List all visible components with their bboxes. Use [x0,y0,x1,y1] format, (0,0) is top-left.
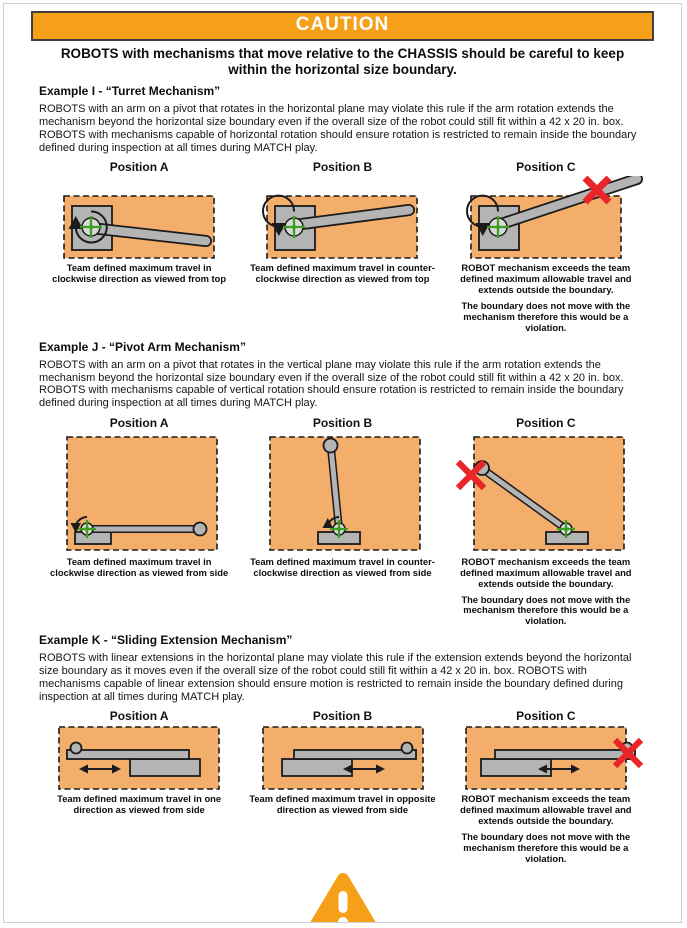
diagram-sliding-position-c [441,725,651,791]
manual-page [3,3,682,923]
position-caption: ROBOT mechanism exceeds the team defined maximum allowable travel and extends outside the boundary. [460,555,632,589]
arm-end-roller [324,438,338,452]
plate-end-knob [71,743,82,754]
position-caption: ROBOT mechanism exceeds the team defined maximum allowable travel and extends outside the boundary. [460,793,632,827]
diagram-pivot-arm-position-b [242,432,442,554]
example-heading: Example K - “Sliding Extension Mechanism” [39,633,293,648]
robot-base [130,759,200,776]
position-caption: Team defined maximum travel in one direction as viewed from side [57,793,222,816]
position-label: Position C [516,415,576,430]
position-label: Position B [312,709,373,724]
caution-subtitle: ROBOTS with mechanisms that move relative to the CHASSIS should be careful to keep within the horizontal size boundary. [60,46,625,78]
position-c-column [446,709,646,864]
example-section-sliding-extension [39,633,646,864]
position-label: Position C [516,709,576,724]
diagram-pivot-arm-position-a [39,432,239,554]
example-body: ROBOTS with linear extensions in the horizontal plane may violate this rule if the extension extends beyond the horizontal size boundary as it moves even if the overall size of the robot could still fit within a 42 x 20 in. box. ROBOTS with mechanisms capable of linear extension should ensure motion is restricted to remain inside the boundary defined during inspection at all times during MATCH play. [39,652,632,703]
example-body: ROBOTS with an arm on a pivot that rotates in the horizontal plane may violate this rule if the arm rotation extends the mechanism beyond the horizontal size boundary even if the overall size of the robot could still fit within a 42 x 20 in. box. ROBOTS with mechanisms capable of horizontal rotation should ensure rotation is restricted to remain inside the boundary defined during inspection at all times during MATCH play. [39,103,637,154]
plate-end-knob [401,743,412,754]
caution-banner-label: CAUTION [295,14,390,35]
diagram-pivot-arm-position-c [446,432,646,554]
position-caption: Team defined maximum travel in clockwise direction as viewed from side [50,555,229,578]
positions-row [39,160,646,333]
position-label: Position B [312,160,373,175]
diagram-turret-position-c [446,176,646,260]
diagram-sliding-position-a [34,725,244,791]
example-body: ROBOTS with an arm on a pivot that rotates in the vertical plane may violate this rule if the arm rotation extends the mechanism beyond the horizontal size boundary even if the overall size of the robot could still fit within a 42 x 20 in. box. ROBOTS with mechanisms capable of vertical rotation should ensure rotation is restricted to remain inside the boundary defined during inspection at all times during MATCH play. [39,358,624,410]
diagram-sliding-position-b [238,725,448,791]
position-caption-2: The boundary does not move with the mechanism therefore this would be a violation. [461,300,631,333]
position-caption: Team defined maximum travel in opposite direction as viewed from side [249,793,436,816]
position-b-column [242,160,442,333]
example-section-turret [39,84,646,333]
position-label: Position A [109,709,169,724]
arm-end-roller [194,522,207,535]
example-section-pivot-arm [39,340,646,627]
position-caption-2: The boundary does not move with the mechanism therefore this would be a violation. [461,593,631,627]
position-caption: Team defined maximum travel in counter-clockwise direction as viewed from top [250,262,435,285]
warning-exclamation-icon [305,870,381,923]
position-label: Position C [516,160,576,175]
position-caption: ROBOT mechanism exceeds the team defined maximum allowable travel and extends outside the boundary. [460,262,632,296]
diagram-turret-position-a [39,176,239,260]
position-c-column [446,160,646,333]
position-c-column [446,416,646,627]
diagram-turret-position-b [242,176,442,260]
position-caption: Team defined maximum travel in clockwise direction as viewed from top [52,262,227,285]
robot-base [481,759,551,776]
position-label: Position B [312,415,373,430]
position-a-column [39,160,239,333]
position-a-column [39,709,239,864]
position-b-column [242,416,442,627]
positions-row [39,416,646,627]
position-a-column [39,416,239,627]
position-b-column [242,709,442,864]
position-label: Position A [109,415,169,430]
content [4,84,681,864]
position-label: Position A [109,160,169,175]
robot-base [282,759,352,776]
position-caption: Team defined maximum travel in counter-clockwise direction as viewed from side [250,555,435,578]
position-caption-2: The boundary does not move with the mechanism therefore this would be a violation. [461,830,631,864]
example-heading: Example I - “Turret Mechanism” [39,84,221,99]
caution-banner [31,11,654,41]
positions-row [39,709,646,864]
example-heading: Example J - “Pivot Arm Mechanism” [39,339,246,354]
robot-base [75,532,111,544]
